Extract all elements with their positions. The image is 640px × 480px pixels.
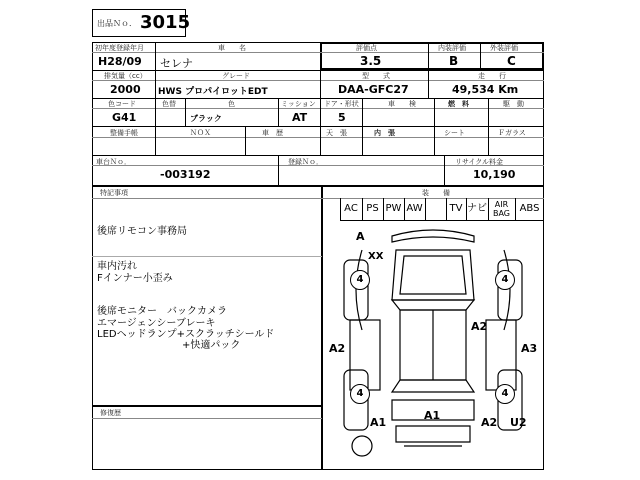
damage-mark: XX	[368, 251, 384, 262]
fuel-label: 燃 料	[448, 100, 469, 108]
lot-number-label: 出品Ｎｏ．	[97, 19, 137, 28]
damage-mark: U2	[510, 416, 527, 429]
history-label: 車 歴	[262, 129, 283, 137]
damage-mark: A1	[370, 416, 387, 429]
tire-rating: 4	[350, 384, 370, 404]
equipment-title: 装 備	[422, 189, 450, 197]
equipment-aw: AW	[406, 203, 423, 214]
manual-label: 整備手帳	[110, 129, 138, 137]
mileage-value: 49,534 Km	[452, 83, 519, 96]
damage-mark: A	[356, 230, 365, 243]
note-line: 後席モニター バックカメラ	[97, 306, 227, 317]
damage-mark: A1	[424, 409, 441, 422]
seat-label: シート	[444, 129, 465, 137]
interior-grade-label: 内装評価	[438, 44, 466, 52]
interior-grade-value: B	[449, 54, 459, 68]
score-label: 評価点	[356, 44, 377, 52]
model-label: 型 式	[362, 72, 390, 80]
color-code-label: 色コード	[108, 100, 136, 108]
door-value: 5	[338, 111, 346, 124]
damage-mark: A2	[481, 416, 498, 429]
roof-label: 天 張	[326, 129, 347, 137]
lot-number-value: 3015	[140, 12, 191, 33]
color-change-label: 色替	[162, 100, 176, 108]
notes-box	[92, 186, 322, 406]
color-label: 色	[228, 100, 235, 108]
note-line: LEDヘッドランプ+スクラッチシールド	[97, 329, 275, 340]
note-line: +快適パック	[182, 340, 241, 351]
car-diagram	[322, 220, 544, 470]
damage-mark: A2	[329, 342, 346, 355]
name-label: 車 名	[218, 44, 246, 52]
recycle-label: リサイクル料金	[455, 158, 504, 166]
registration-label: 登録Ｎｏ．	[288, 158, 323, 166]
mission-label: ミッション	[281, 100, 316, 108]
cc-label: 排気量（cc）	[104, 72, 147, 80]
damage-mark: A2	[471, 320, 488, 333]
interior-lining-label: 内 張	[374, 129, 395, 137]
grade-value: HWS プロパイロットEDT	[158, 87, 268, 97]
note-line: Fインナー小歪み	[97, 273, 173, 284]
repair-box	[92, 406, 322, 470]
chassis-label: 車台Ｎｏ．	[96, 158, 131, 166]
note-line: 車内汚れ	[97, 261, 137, 272]
equipment-abs: ABS	[519, 203, 540, 214]
year-label: 初年度登録年月	[95, 44, 144, 52]
name-value: セレナ	[160, 57, 193, 70]
note-line: 後席リモコン事務局	[97, 226, 187, 237]
model-value: DAA-GFC27	[338, 83, 409, 96]
notes-title: 特記事項	[100, 189, 128, 197]
note-line: エマージェンシーブレーキ	[97, 318, 216, 329]
glass-label: Ｆガラス	[498, 129, 526, 137]
equipment-ac: AC	[344, 203, 358, 214]
tire-rating: 4	[350, 270, 370, 290]
exterior-grade-value: C	[507, 54, 516, 68]
color-code-value: G41	[112, 111, 137, 124]
grade-label: グレード	[222, 72, 250, 80]
equipment-navi: ナビ	[467, 203, 487, 214]
nox-label: ＮＯＸ	[190, 129, 211, 137]
tire-rating: 4	[495, 384, 515, 404]
door-label: ドア・形状	[324, 100, 359, 108]
cc-value: 2000	[110, 83, 141, 96]
mission-value: AT	[292, 111, 308, 124]
recycle-value: 10,190	[473, 168, 516, 181]
equipment-pw: PW	[385, 203, 402, 214]
score-value: 3.5	[360, 54, 382, 68]
chassis-value: -003192	[160, 168, 211, 181]
equipment-tv: TV	[449, 203, 463, 214]
color-value: ブラック	[190, 114, 222, 123]
equipment-airbag: AIR BAG	[492, 200, 511, 218]
tire-rating: 4	[495, 270, 515, 290]
inspection-label: 車 検	[388, 100, 416, 108]
exterior-grade-label: 外装評価	[490, 44, 518, 52]
repair-title: 修復歴	[100, 409, 121, 417]
year-value: H28/09	[98, 55, 142, 68]
damage-mark: A3	[521, 342, 538, 355]
equipment-ps: PS	[366, 203, 379, 214]
drive-label: 駆 動	[503, 100, 524, 108]
mileage-label: 走 行	[478, 72, 506, 80]
